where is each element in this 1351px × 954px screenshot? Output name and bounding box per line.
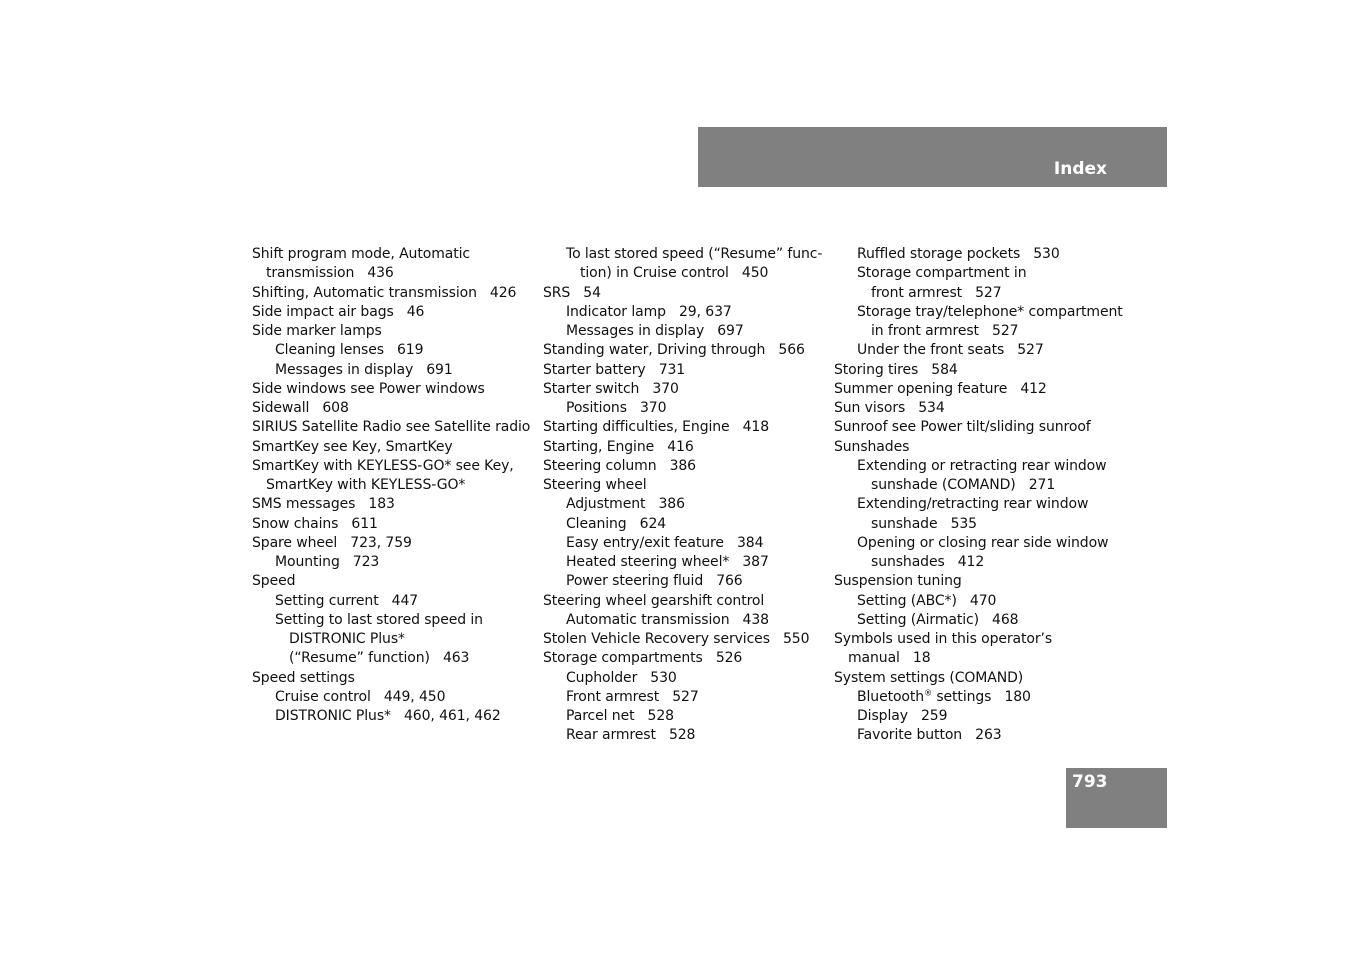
index-entry-text: Snow chains xyxy=(252,515,339,532)
page-reference: 527 xyxy=(672,688,699,705)
index-entry-text: Side marker lamps xyxy=(252,323,382,339)
index-entry xyxy=(543,649,828,668)
index-entry xyxy=(252,418,537,437)
index-entry xyxy=(543,572,828,591)
page-reference: 566 xyxy=(778,342,805,359)
page-reference: 463 xyxy=(442,650,470,667)
index-entry xyxy=(252,380,537,399)
index-entry xyxy=(834,611,1119,630)
index-entry xyxy=(834,630,1119,649)
page-reference: 527 xyxy=(992,323,1019,339)
index-entry xyxy=(252,495,537,514)
page-reference: 449, 450 xyxy=(383,688,446,705)
index-entry-text: Starting, Engine xyxy=(543,438,655,455)
index-entry-text: Setting current xyxy=(275,592,379,609)
index-entry-text: Sidewall xyxy=(252,400,310,416)
index-entry-text: Power steering fluid xyxy=(566,573,704,590)
index-entry xyxy=(834,476,1119,495)
page-reference: 386 xyxy=(669,457,696,474)
index-entry-text: Easy entry/exit feature xyxy=(566,534,724,551)
index-entry-text: Spare wheel xyxy=(252,534,338,551)
page-reference: 412 xyxy=(1020,380,1047,397)
index-entry-text: Shifting, Automatic transmission xyxy=(252,284,477,301)
page-reference: 412 xyxy=(957,554,985,570)
page-reference: 450 xyxy=(741,265,769,282)
page-reference: 54 xyxy=(583,284,601,301)
page-reference: 608 xyxy=(322,400,349,416)
index-entry-text: Storage tray/telephone* compartment xyxy=(857,303,1123,320)
index-entry xyxy=(543,515,828,534)
page-reference: 528 xyxy=(647,708,674,724)
index-entry xyxy=(543,245,828,264)
page-reference: 447 xyxy=(391,592,419,609)
index-entry xyxy=(543,361,828,380)
page-reference: 766 xyxy=(716,573,743,590)
index-entry-text: DISTRONIC Plus* xyxy=(289,631,405,647)
index-entry xyxy=(834,649,1119,668)
page-reference: 619 xyxy=(396,342,424,359)
page-reference: 468 xyxy=(992,611,1019,628)
index-entry-text: Display xyxy=(857,708,908,724)
index-entry-text: Opening or closing rear side window xyxy=(857,534,1109,551)
index-entry xyxy=(252,534,537,553)
page-reference: 470 xyxy=(969,592,997,609)
index-entry xyxy=(543,707,828,726)
index-column-2 xyxy=(543,245,828,746)
index-entry xyxy=(252,592,537,611)
index-entry-text: Stolen Vehicle Recovery services xyxy=(543,631,770,647)
index-entry xyxy=(252,322,537,341)
index-entry xyxy=(834,380,1119,399)
page-reference: 384 xyxy=(736,534,764,551)
index-entry xyxy=(834,553,1119,572)
index-entry xyxy=(543,630,828,649)
index-entry xyxy=(252,630,537,649)
page-reference: 723 xyxy=(352,554,380,570)
index-entry-text: SmartKey with KEYLESS-GO* see Key, xyxy=(252,457,514,474)
index-entry xyxy=(543,438,828,457)
page-reference: 535 xyxy=(950,515,977,532)
index-entry-text: Symbols used in this operator’s xyxy=(834,631,1053,647)
index-entry xyxy=(543,341,828,360)
index-entry-text: Sunshades xyxy=(834,438,910,455)
index-entry-text: front armrest xyxy=(871,284,963,301)
index-entry xyxy=(543,592,828,611)
index-entry-text: Setting (ABC*) xyxy=(857,592,957,609)
index-entry-text: Suspension tuning xyxy=(834,573,962,590)
index-entry-text: Under the front seats xyxy=(857,342,1005,359)
page-reference: 180 xyxy=(1004,688,1031,705)
page-reference: 697 xyxy=(717,323,744,339)
index-entry xyxy=(834,438,1119,457)
index-entry xyxy=(834,592,1119,611)
index-entry xyxy=(252,399,537,418)
index-entry-text: Automatic transmission xyxy=(566,611,730,628)
index-entry xyxy=(543,303,828,322)
page-reference: 731 xyxy=(658,361,686,378)
index-entry-text: Front armrest xyxy=(566,688,660,705)
index-entry xyxy=(834,322,1119,341)
index-entry-text: manual xyxy=(848,650,900,667)
index-entry xyxy=(252,284,537,303)
index-entry xyxy=(543,534,828,553)
page-reference: 416 xyxy=(667,438,694,455)
index-entry-text: Cleaning lenses xyxy=(275,342,384,359)
index-entry-text: sunshade xyxy=(871,515,938,532)
page-reference: 426 xyxy=(489,284,517,301)
section-header-bar xyxy=(698,127,1167,187)
page-reference: 259 xyxy=(920,708,948,724)
index-entry xyxy=(252,669,537,688)
index-entry-text: Setting to last stored speed in xyxy=(275,611,483,628)
index-entry xyxy=(252,245,537,264)
index-entry-text: Bluetooth xyxy=(857,688,925,705)
index-entry xyxy=(252,303,537,322)
index-entry-text: Speed xyxy=(252,573,296,590)
index-entry-text: Speed settings xyxy=(252,669,355,686)
page-reference: 370 xyxy=(652,380,679,397)
index-entry xyxy=(834,726,1119,745)
index-entry xyxy=(543,669,828,688)
index-entry-text: Storage compartments xyxy=(543,650,703,667)
page-reference: 530 xyxy=(1033,246,1060,262)
page-reference: 528 xyxy=(668,727,696,744)
index-entry-text: SmartKey with KEYLESS-GO* xyxy=(266,477,466,493)
index-entry xyxy=(834,284,1119,303)
index-entry xyxy=(543,476,828,495)
index-entry-text: Setting (Airmatic) xyxy=(857,611,979,628)
index-entry xyxy=(834,457,1119,476)
index-entry-text: System settings (COMAND) xyxy=(834,669,1024,686)
index-entry-text: SmartKey see Key, SmartKey xyxy=(252,438,453,455)
index-entry xyxy=(834,418,1119,437)
page-reference: 611 xyxy=(351,515,378,532)
page-reference: 386 xyxy=(658,496,685,513)
page-reference: 263 xyxy=(975,727,1002,744)
index-entry xyxy=(252,264,537,283)
index-entry-text: Standing water, Driving through xyxy=(543,342,766,359)
index-entry xyxy=(252,572,537,591)
index-entry xyxy=(834,534,1119,553)
index-entry xyxy=(252,553,537,572)
index-entry xyxy=(543,495,828,514)
index-entry-text: Starter battery xyxy=(543,361,646,378)
index-entry-text-continued: settings xyxy=(931,688,992,705)
index-entry xyxy=(543,688,828,707)
index-entry-text: Cupholder xyxy=(566,669,638,686)
index-entry xyxy=(252,341,537,360)
index-column-3 xyxy=(834,245,1123,746)
index-entry xyxy=(543,726,828,745)
index-entry-text: Steering column xyxy=(543,457,657,474)
index-entry-text: To last stored speed (“Resume” func- xyxy=(566,246,823,262)
index-entry-text: SIRIUS Satellite Radio see Satellite radio xyxy=(252,419,531,436)
index-entry xyxy=(543,399,828,418)
index-entry-text: Adjustment xyxy=(566,496,646,513)
index-entry xyxy=(834,495,1119,514)
index-entry-text: Starting difficulties, Engine xyxy=(543,419,730,436)
index-entry xyxy=(252,438,537,457)
page-reference: 271 xyxy=(1028,477,1056,493)
index-entry-text: transmission xyxy=(266,265,355,282)
index-entry xyxy=(834,572,1119,591)
index-entry-text: SRS xyxy=(543,284,571,301)
index-entry-text: Heated steering wheel* xyxy=(566,554,730,570)
index-entry-text: Extending/retracting rear window xyxy=(857,496,1089,513)
index-entry-text: tion) in Cruise control xyxy=(580,265,729,282)
index-entry xyxy=(834,303,1123,322)
index-entry xyxy=(543,457,828,476)
index-entry xyxy=(252,688,537,707)
index-entry xyxy=(543,418,828,437)
index-entry xyxy=(834,341,1119,360)
index-entry xyxy=(252,476,537,495)
page-reference: 46 xyxy=(406,303,425,320)
section-title: Index xyxy=(1053,159,1107,179)
page-reference: 584 xyxy=(931,361,958,378)
index-entry-text: Sunroof see Power tilt/sliding sunroof xyxy=(834,419,1091,436)
page-reference: 530 xyxy=(650,669,677,686)
index-entry xyxy=(543,264,828,283)
page-reference: 624 xyxy=(639,515,667,532)
page-reference: 691 xyxy=(426,361,453,378)
index-entry-text: Storage compartment in xyxy=(857,265,1027,282)
index-entry-text: Messages in display xyxy=(275,361,414,378)
index-entry xyxy=(252,611,537,630)
index-entry-text: Rear armrest xyxy=(566,727,656,744)
index-entry-text: Extending or retracting rear window xyxy=(857,457,1107,474)
page-reference: 29, 637 xyxy=(678,303,732,320)
page-reference: 418 xyxy=(742,419,770,436)
page-reference: 436 xyxy=(367,265,394,282)
index-entry-text: Cleaning xyxy=(566,515,627,532)
index-entry xyxy=(252,515,537,534)
page-reference: 370 xyxy=(639,400,667,416)
index-entry-text: (“Resume” function) xyxy=(289,650,430,667)
index-entry-text: Parcel net xyxy=(566,708,635,724)
index-entry xyxy=(252,361,537,380)
index-entry-text: Storing tires xyxy=(834,361,919,378)
index-entry xyxy=(834,361,1119,380)
index-entry-text: Steering wheel gearshift control xyxy=(543,592,765,609)
page-reference: 460, 461, 462 xyxy=(403,708,501,724)
page-reference: 526 xyxy=(715,650,743,667)
page-reference: 183 xyxy=(368,496,395,513)
index-entry-text: Steering wheel xyxy=(543,477,647,493)
index-entry xyxy=(252,707,537,726)
index-entry xyxy=(252,649,537,668)
index-entry-text: Summer opening feature xyxy=(834,380,1008,397)
index-entry xyxy=(834,245,1119,264)
index-entry-text: Positions xyxy=(566,400,627,416)
page-number: 793 xyxy=(1072,772,1108,792)
index-entry xyxy=(834,669,1119,688)
registered-mark: ® xyxy=(924,688,932,698)
index-entry-text: Shift program mode, Automatic xyxy=(252,246,470,262)
index-entry xyxy=(834,399,1119,418)
index-entry xyxy=(543,553,828,572)
page-reference: 18 xyxy=(912,650,931,667)
page-reference: 527 xyxy=(975,284,1002,301)
index-entry xyxy=(834,264,1119,283)
index-entry xyxy=(834,707,1119,726)
page-reference: 550 xyxy=(782,631,810,647)
index-entry xyxy=(543,322,828,341)
index-entry-text: Starter switch xyxy=(543,380,640,397)
page-reference: 387 xyxy=(742,554,769,570)
index-column-1 xyxy=(252,245,537,726)
page-reference: 438 xyxy=(742,611,769,628)
index-entry xyxy=(543,380,828,399)
index-entry-text: Ruffled storage pockets xyxy=(857,246,1021,262)
index-entry-text: Favorite button xyxy=(857,727,963,744)
page-reference: 723, 759 xyxy=(350,534,412,551)
index-entry-text: Cruise control xyxy=(275,688,371,705)
page-reference: 534 xyxy=(918,400,945,416)
index-entry-text: Side impact air bags xyxy=(252,303,394,320)
index-entry-text: sunshade (COMAND) xyxy=(871,477,1016,493)
index-entry-text: DISTRONIC Plus* xyxy=(275,708,391,724)
index-entry xyxy=(834,515,1119,534)
index-entry-text: Mounting xyxy=(275,554,340,570)
index-entry-text: sunshades xyxy=(871,554,945,570)
index-entry-text: Messages in display xyxy=(566,323,705,339)
page-number-box xyxy=(1066,768,1167,828)
index-entry xyxy=(834,688,1119,707)
index-entry-text: SMS messages xyxy=(252,496,356,513)
page-reference: 527 xyxy=(1017,342,1044,359)
index-entry-text: in front armrest xyxy=(871,323,979,339)
index-entry-text: Sun visors xyxy=(834,400,906,416)
index-entry-text: Indicator lamp xyxy=(566,303,666,320)
index-entry xyxy=(543,611,828,630)
index-entry xyxy=(252,457,537,476)
index-entry xyxy=(543,284,828,303)
index-entry-text: Side windows see Power windows xyxy=(252,380,485,397)
